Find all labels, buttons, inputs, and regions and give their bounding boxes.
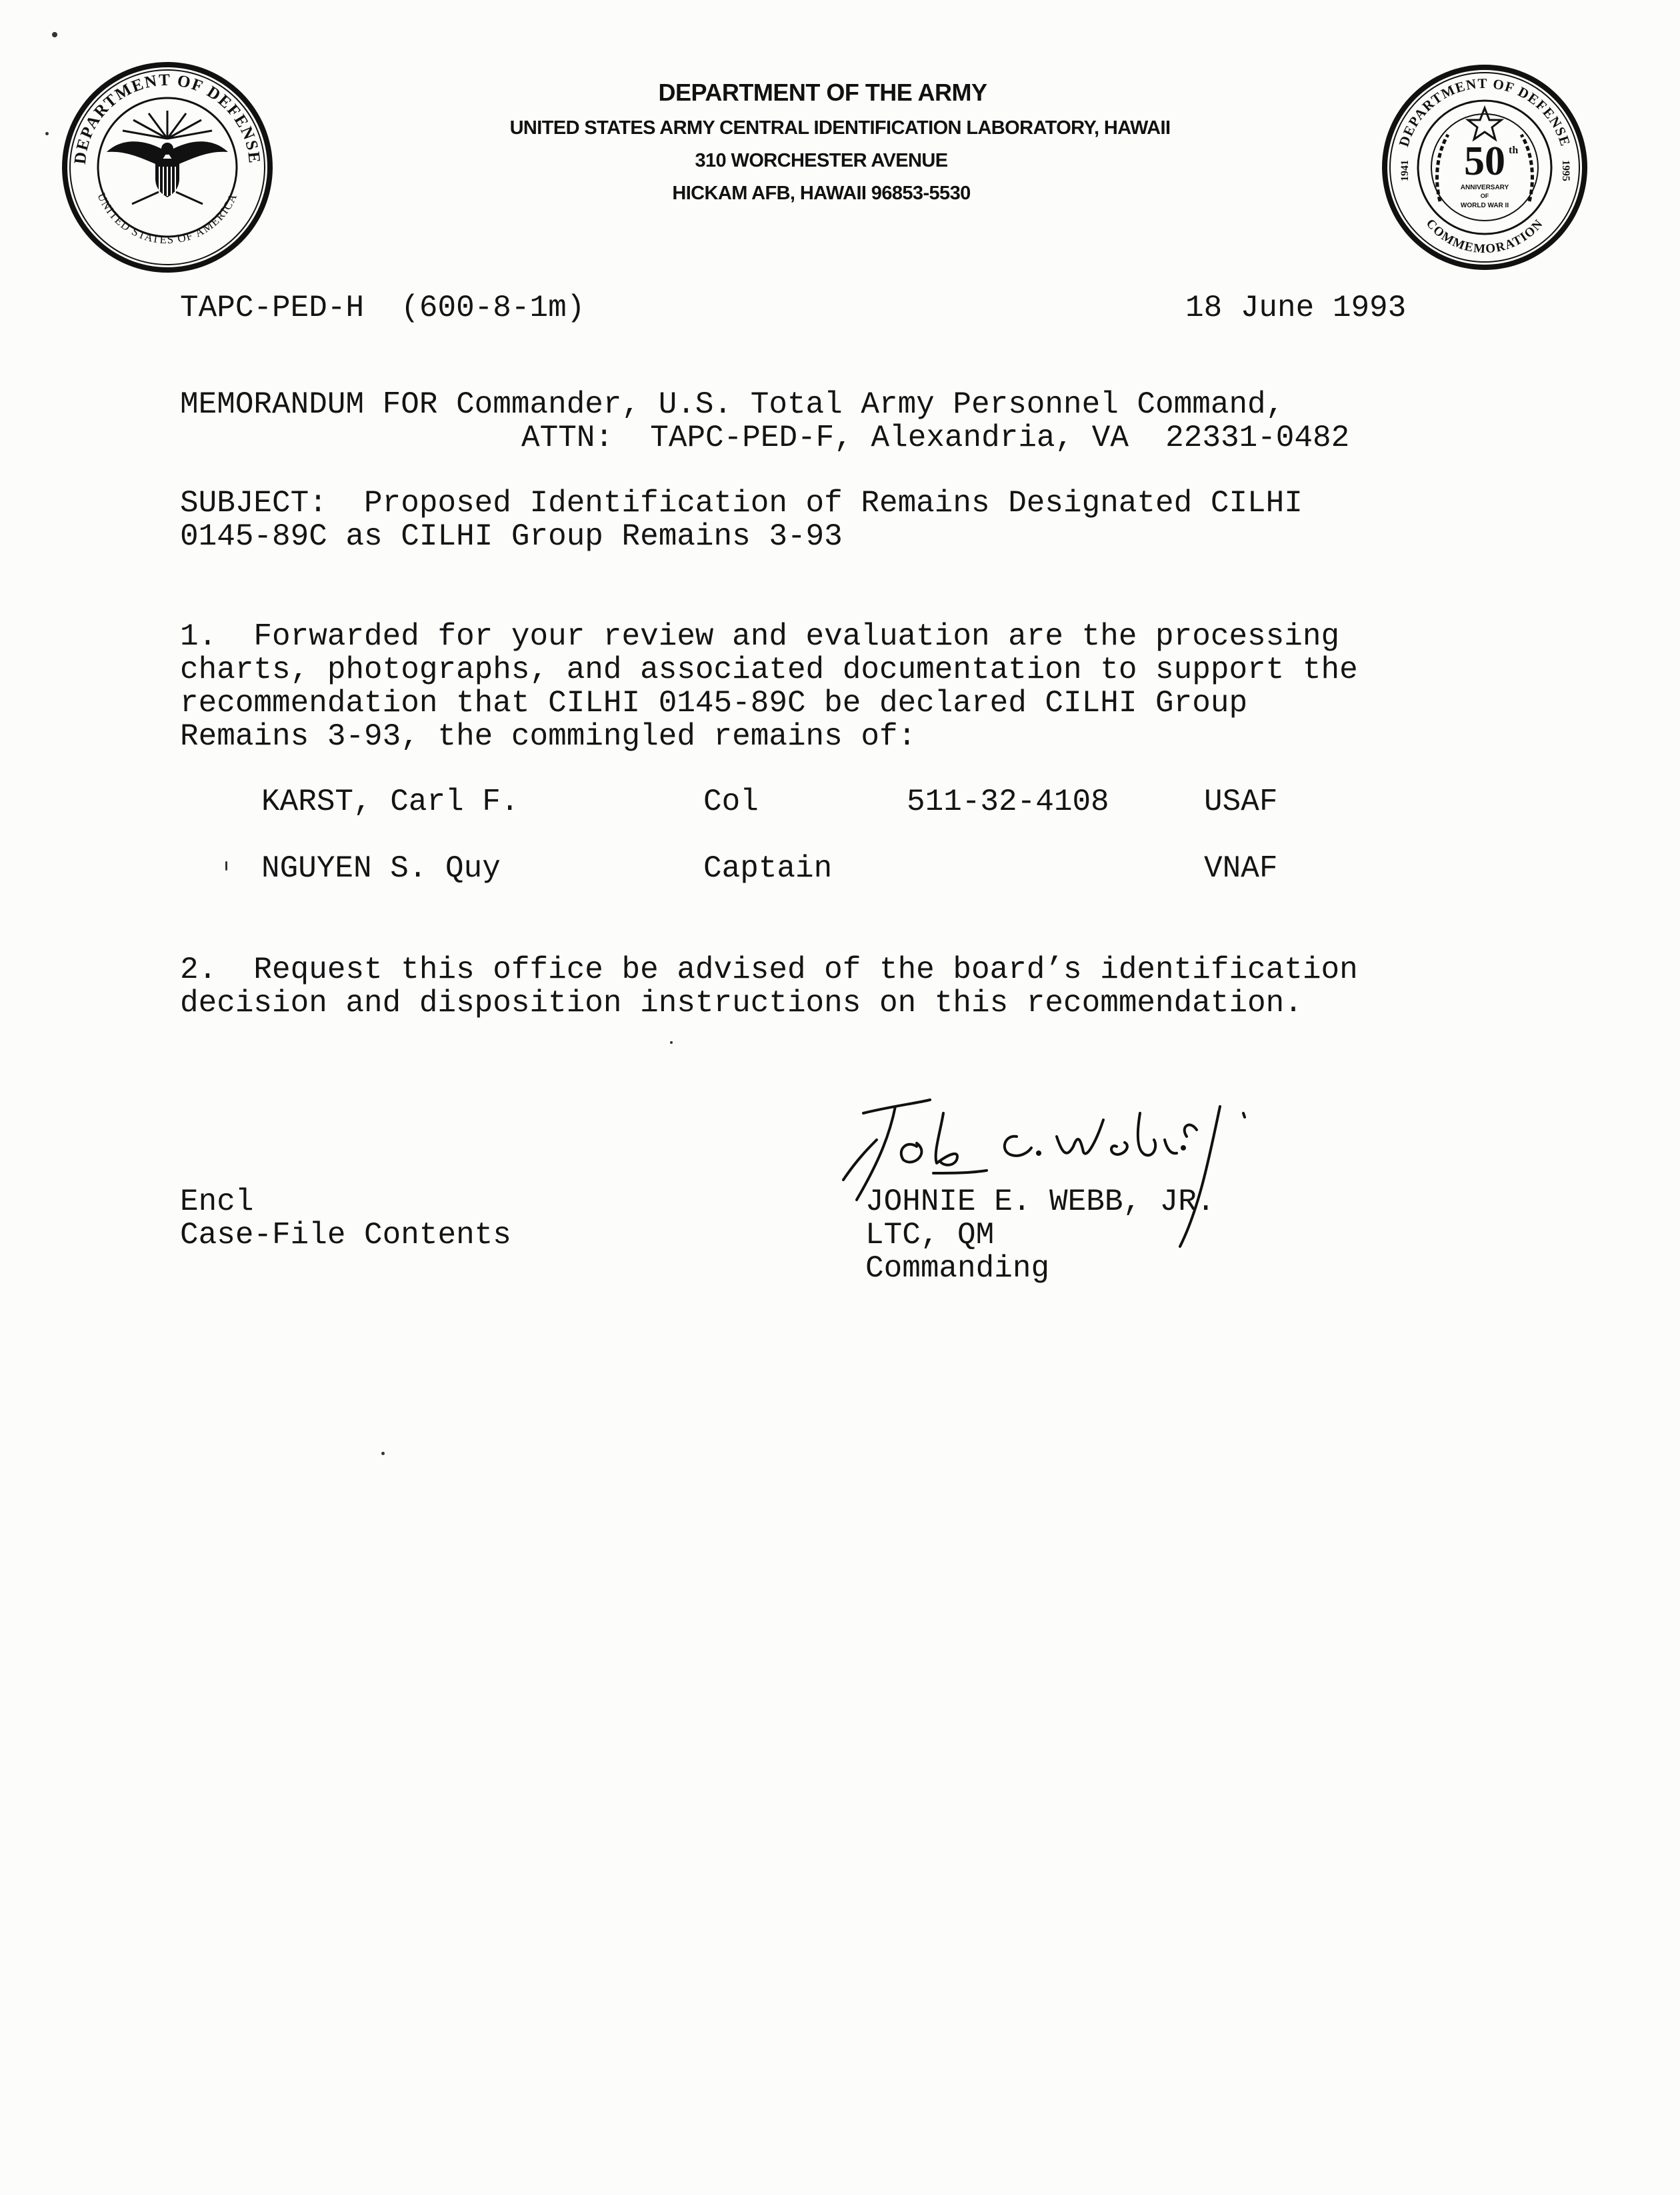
paragraph-2-line: 2. Request this office be advised of the board’s identification — [180, 953, 1358, 987]
signer-title: LTC, QM — [865, 1218, 995, 1252]
office-reference: TAPC-PED-H (600-8-1m) — [180, 291, 585, 325]
svg-text:1995: 1995 — [1560, 160, 1571, 181]
signer-name: JOHNIE E. WEBB, JR. — [865, 1184, 1215, 1219]
enclosure-item: Case-File Contents — [180, 1218, 511, 1252]
paragraph-1-line: Remains 3-93, the commingled remains of: — [180, 719, 917, 754]
letterhead-street: 310 WORCHESTER AVENUE — [695, 150, 948, 171]
paragraph-1-line: charts, photographs, and associated documentation to support the — [180, 653, 1358, 687]
svg-text:WORLD WAR II: WORLD WAR II — [1460, 202, 1509, 209]
scan-speck — [670, 1041, 673, 1044]
letterhead-unit: UNITED STATES ARMY CENTRAL IDENTIFICATION LABORATORY, HAWAII — [509, 117, 1171, 139]
memo-date: 18 June 1993 — [1185, 291, 1407, 325]
subject-line-1: SUBJECT: Proposed Identification of Remains Designated CILHI — [180, 486, 1303, 521]
svg-text:50: 50 — [1464, 139, 1505, 184]
scan-speck — [225, 861, 227, 871]
memorandum-attn: ATTN: TAPC-PED-F, Alexandria, VA 22331-0482 — [521, 421, 1350, 455]
svg-text:DEPARTMENT OF DEFENSE: DEPARTMENT OF DEFENSE — [71, 71, 264, 165]
letterhead — [0, 79, 1680, 210]
svg-text:COMMEMORATION: COMMEMORATION — [1423, 216, 1547, 257]
subject-line-2: 0145-89C as CILHI Group Remains 3-93 — [180, 519, 843, 554]
person-service: VNAF — [1204, 851, 1278, 886]
person-service: USAF — [1204, 785, 1278, 819]
svg-text:DEPARTMENT OF DEFENSE: DEPARTMENT OF DEFENSE — [1395, 75, 1574, 149]
paragraph-1-line: 1. Forwarded for your review and evaluation are the processing — [180, 619, 1340, 654]
paragraph-2 — [180, 953, 1358, 1020]
person-rank: Col — [703, 785, 759, 819]
enclosure-label: Encl — [180, 1184, 254, 1219]
scan-speck — [381, 1452, 385, 1455]
svg-text:UNITED STATES OF AMERICA: UNITED STATES OF AMERICA — [95, 191, 240, 247]
memorandum-for: MEMORANDUM FOR Commander, U.S. Total Army Personnel Command, — [180, 387, 1285, 422]
letterhead-city: HICKAM AFB, HAWAII 96853-5530 — [672, 183, 971, 204]
person-name: KARST, Carl F. — [261, 785, 519, 819]
person-ssn: 511-32-4108 — [907, 785, 1109, 819]
scan-speck — [45, 132, 49, 135]
svg-text:ANNIVERSARY: ANNIVERSARY — [1460, 184, 1509, 191]
scan-speck — [52, 32, 57, 37]
letterhead-org: DEPARTMENT OF THE ARMY — [658, 79, 987, 106]
svg-text:th: th — [1509, 145, 1519, 156]
svg-text:1941: 1941 — [1399, 160, 1411, 181]
paragraph-2-line: decision and disposition instructions on this recommendation. — [180, 986, 1303, 1021]
signer-role: Commanding — [865, 1251, 1050, 1286]
paragraph-1-line: recommendation that CILHI 0145-89C be declared CILHI Group — [180, 686, 1248, 721]
paragraph-1 — [180, 620, 1358, 753]
svg-text:OF: OF — [1480, 193, 1489, 199]
person-rank: Captain — [703, 851, 833, 886]
person-name: NGUYEN S. Quy — [261, 851, 501, 886]
